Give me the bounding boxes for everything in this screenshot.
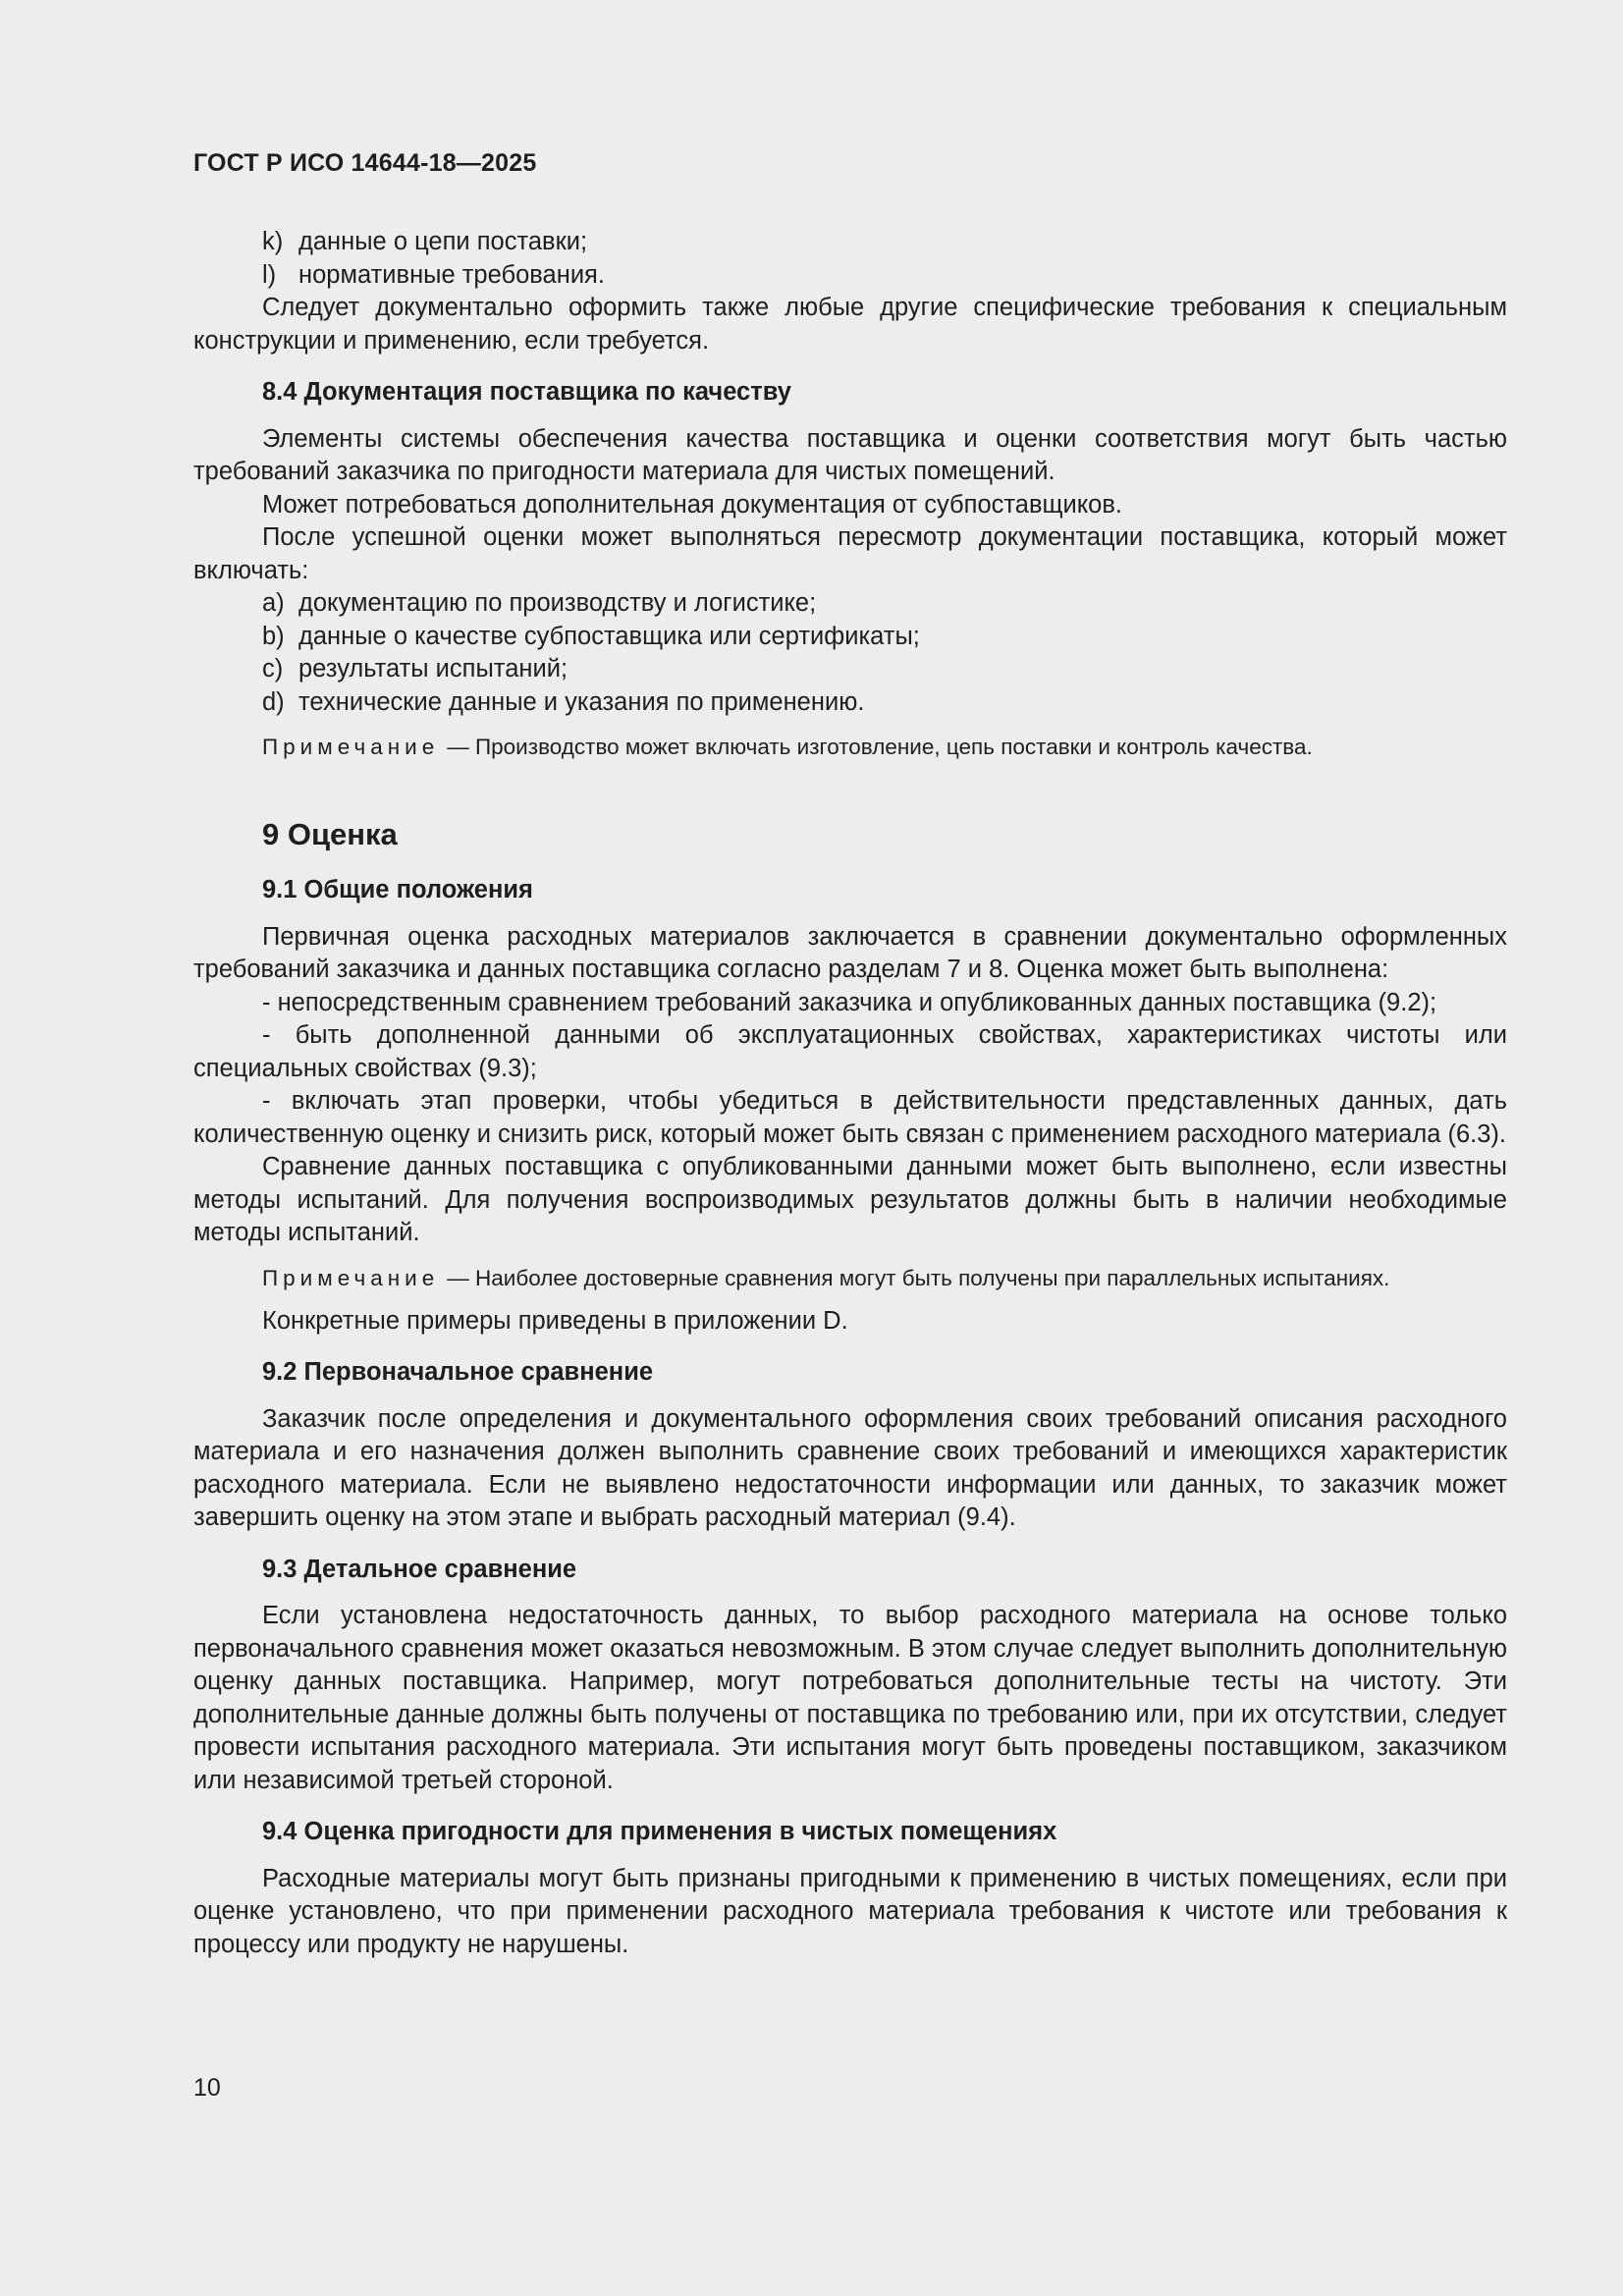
list-item bbox=[193, 587, 1507, 621]
section-heading-9-3: 9.3 Детальное сравнение bbox=[262, 1555, 577, 1583]
paragraph: Если установлена недостаточность данных, то выбор расходного материала на основе только первоначального сравнения может оказаться невозможным. В этом случае следует выполнить дополнительную оценку данных поставщика. Например, могут потребоваться дополнительные тесты на чистоту. Эти дополнительные данные должны быть получены от поставщика по требованию или, при их отсутствии, следует провести испытания расходного материала. Эти испытания могут быть проведены поставщиком, заказчиком или независимой третьей стороной. bbox=[193, 1602, 1507, 1794]
list-marker: l) bbox=[262, 260, 277, 289]
dash-item: - быть дополненной данными об эксплуатационных свойствах, характеристиках чистоты или специальных свойствах (9.3); bbox=[193, 1021, 1507, 1082]
section-heading-9: 9 Оценка bbox=[262, 817, 398, 851]
note-label: Примечание bbox=[262, 1265, 440, 1290]
paragraph: Сравнение данных поставщика с опубликованными данными может быть выполнено, если известны методы испытаний. Для получения воспроизводимых результатов должны быть в наличии необходимые методы испытаний. bbox=[193, 1153, 1507, 1246]
list-item-text: документацию по производству и логистике; bbox=[298, 589, 817, 617]
paragraph: Конкретные примеры приведены в приложении D. bbox=[262, 1306, 848, 1335]
list-item bbox=[193, 686, 1507, 720]
note-text: — Наиболее достоверные сравнения могут быть получены при параллельных испытаниях. bbox=[447, 1265, 1390, 1290]
list-item bbox=[193, 226, 1507, 259]
list-marker: a) bbox=[262, 589, 285, 617]
section-heading-9-4: 9.4 Оценка пригодности для применения в чистых помещениях bbox=[262, 1818, 1057, 1845]
list-marker: c) bbox=[262, 655, 284, 683]
paragraph: После успешной оценки может выполняться пересмотр документации поставщика, который может включать: bbox=[193, 523, 1507, 584]
list-marker: b) bbox=[262, 622, 285, 650]
page-content bbox=[193, 226, 1507, 1961]
list-item-text: данные о цепи поставки; bbox=[298, 228, 588, 255]
paragraph: Может потребоваться дополнительная документация от субпоставщиков. bbox=[262, 490, 1122, 519]
list-marker: k) bbox=[262, 228, 284, 255]
section-heading-8-4: 8.4 Документация поставщика по качеству bbox=[262, 378, 791, 406]
list-item bbox=[193, 259, 1507, 293]
section-heading-9-2: 9.2 Первоначальное сравнение bbox=[262, 1358, 654, 1386]
list-item bbox=[193, 653, 1507, 686]
note-text: — Производство может включать изготовление, цепь поставки и контроль качества. bbox=[447, 735, 1313, 759]
paragraph: Расходные материалы могут быть признаны пригодными к применению в чистых помещениях, если при оценке установлено, что при применении расходного материала требования к чистоте или требования к процессу или продукту не нарушены. bbox=[193, 1864, 1507, 1958]
list-item-text: технические данные и указания по применению. bbox=[298, 687, 865, 716]
note-label: Примечание bbox=[262, 735, 440, 759]
list-item-text: нормативные требования. bbox=[298, 260, 605, 289]
list-item-text: данные о качестве субпоставщика или сертификаты; bbox=[298, 622, 920, 650]
list-item bbox=[193, 621, 1507, 654]
note bbox=[262, 733, 1507, 762]
note bbox=[262, 1264, 1507, 1293]
dash-item: - непосредственным сравнением требований заказчика и опубликованных данных поставщика (9.2); bbox=[262, 988, 1437, 1016]
list-item-text: результаты испытаний; bbox=[298, 655, 568, 683]
paragraph: Заказчик после определения и документального оформления своих требований описания расходного материала и его назначения должен выполнить сравнение своих требований и имеющихся характеристик расходного материала. Если не выявлено недостаточности информации или данных, то заказчик может завершить оценку на этом этапе и выбрать расходный материал (9.4). bbox=[193, 1404, 1507, 1531]
list-marker: d) bbox=[262, 687, 285, 716]
dash-item: - включать этап проверки, чтобы убедиться в действительности представленных данных, дать количественную оценку и снизить риск, который может быть связан с применением расходного материала (6.3). bbox=[193, 1087, 1507, 1148]
paragraph: Первичная оценка расходных материалов заключается в сравнении документально оформленных требований заказчика и данных поставщика согласно разделам 7 и 8. Оценка может быть выполнена: bbox=[193, 922, 1507, 983]
section-heading-9-1: 9.1 Общие положения bbox=[262, 876, 533, 903]
page-number: 10 bbox=[193, 2074, 221, 2102]
paragraph: Следует документально оформить также любые другие специфические требования к специальным конструкции и применению, если требуется. bbox=[193, 294, 1507, 355]
document-id-header: ГОСТ Р ИСО 14644-18—2025 bbox=[193, 149, 537, 177]
paragraph: Элементы системы обеспечения качества поставщика и оценки соответствия могут быть частью требований заказчика по пригодности материала для чистых помещений. bbox=[193, 424, 1507, 485]
